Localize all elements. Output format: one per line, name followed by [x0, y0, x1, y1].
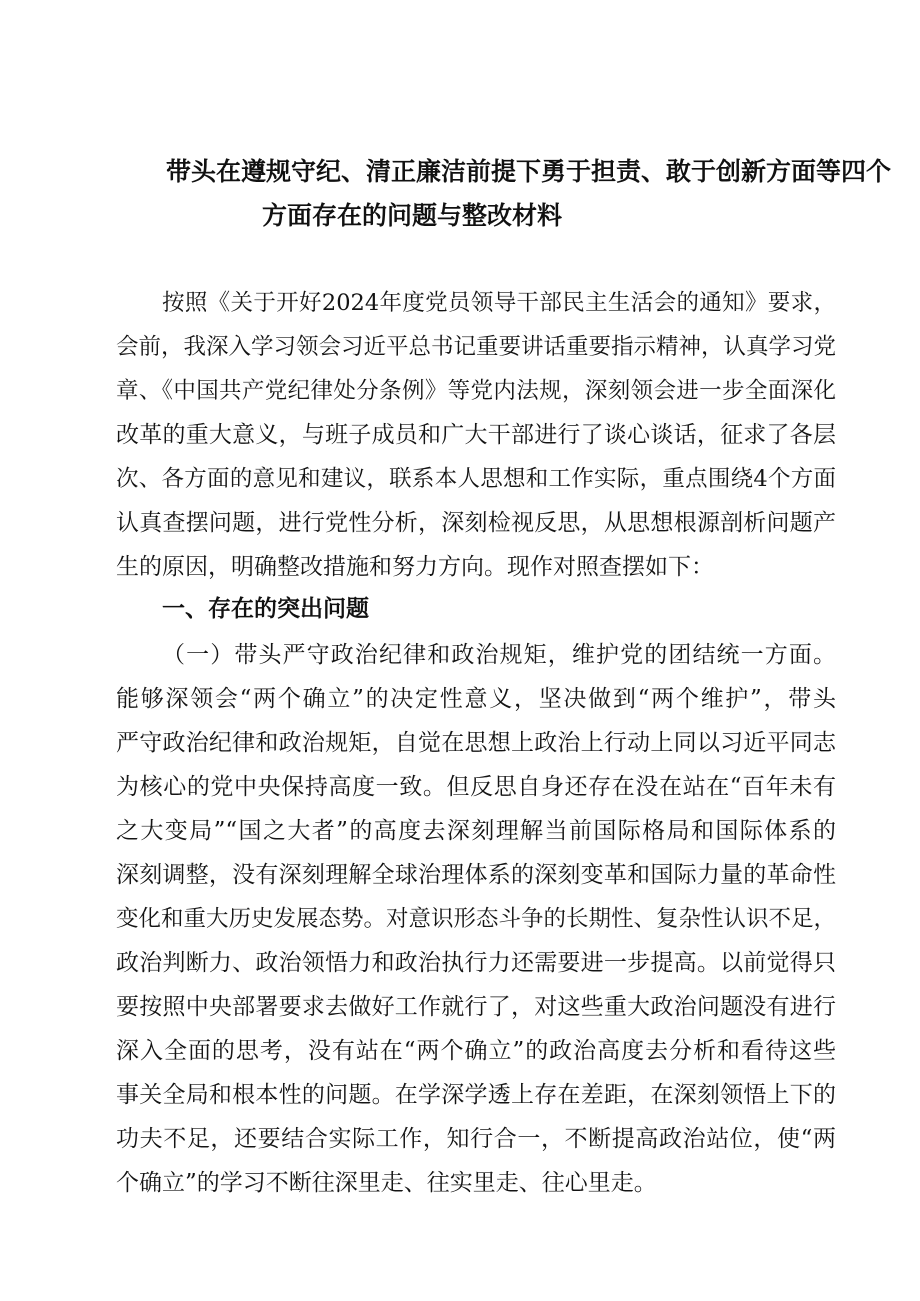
section-line: 深刻调整，没有深刻理解全球治理体系的深刻变革和国际力量的革命性 [116, 862, 836, 888]
section-heading: 一、存在的突出问题 [162, 596, 369, 622]
intro-paragraph [116, 281, 836, 589]
intro-line: 次、各方面的意见和建议，联系本人思想和工作实际，重点围绕4个方面 [116, 466, 836, 492]
intro-line: 会前，我深入学习领会习近平总书记重要讲话重要指示精神，认真学习党 [116, 334, 837, 360]
section-line: 要按照中央部署要求去做好工作就行了，对这些重大政治问题没有进行 [116, 994, 836, 1020]
intro-line: 改革的重大意义，与班子成员和广大干部进行了谈心谈话，征求了各层 [116, 422, 836, 448]
section-line: 之大变局”“国之大者”的高度去深刻理解当前国际格局和国际体系的 [116, 818, 836, 844]
intro-line: 按照《关于开好2024年度党员领导干部民主生活会的通知》要求， [162, 290, 836, 316]
section-line: 政治判断力、政治领悟力和政治执行力还需要进一步提高。以前觉得只 [116, 950, 836, 976]
intro-line: 认真查摆问题，进行党性分析，深刻检视反思，从思想根源剖析问题产 [116, 510, 836, 536]
intro-line: 生的原因，明确整改措施和努力方向。现作对照查摆如下： [116, 554, 714, 580]
section-line: 严守政治纪律和政治规矩，自觉在思想上政治上行动上同以习近平同志 [116, 730, 836, 756]
section-line: 为核心的党中央保持高度一致。但反思自身还存在没在站在“百年未有 [116, 774, 836, 800]
section-line: 深入全面的思考，没有站在“两个确立”的政治高度去分析和看待这些 [116, 1038, 836, 1064]
section-line: （一）带头严守政治纪律和政治规矩，维护党的团结统一方面。 [162, 642, 836, 668]
document-title-line-1: 带头在遵规守纪、清正廉洁前提下勇于担责、敢于创新方面等四个 [166, 157, 892, 186]
section-line: 事关全局和根本性的问题。在学深学透上存在差距，在深刻领悟上下的 [116, 1082, 836, 1108]
section-line: 个确立”的学习不断往深里走、往实里走、往心里走。 [116, 1170, 657, 1196]
section-paragraph [116, 633, 836, 1205]
section-line: 功夫不足，还要结合实际工作，知行合一，不断提高政治站位，使“两 [116, 1126, 836, 1152]
section-line: 能够深领会“两个确立”的决定性意义，坚决做到“两个维护”，带头 [116, 686, 836, 712]
document-title-line-2: 方面存在的问题与整改材料 [262, 201, 563, 230]
intro-line: 章、《中国共产党纪律处分条例》等党内法规，深刻领会进一步全面深化 [116, 378, 836, 404]
section-line: 变化和重大历史发展态势。对意识形态斗争的长期性、复杂性认识不足， [116, 906, 837, 932]
